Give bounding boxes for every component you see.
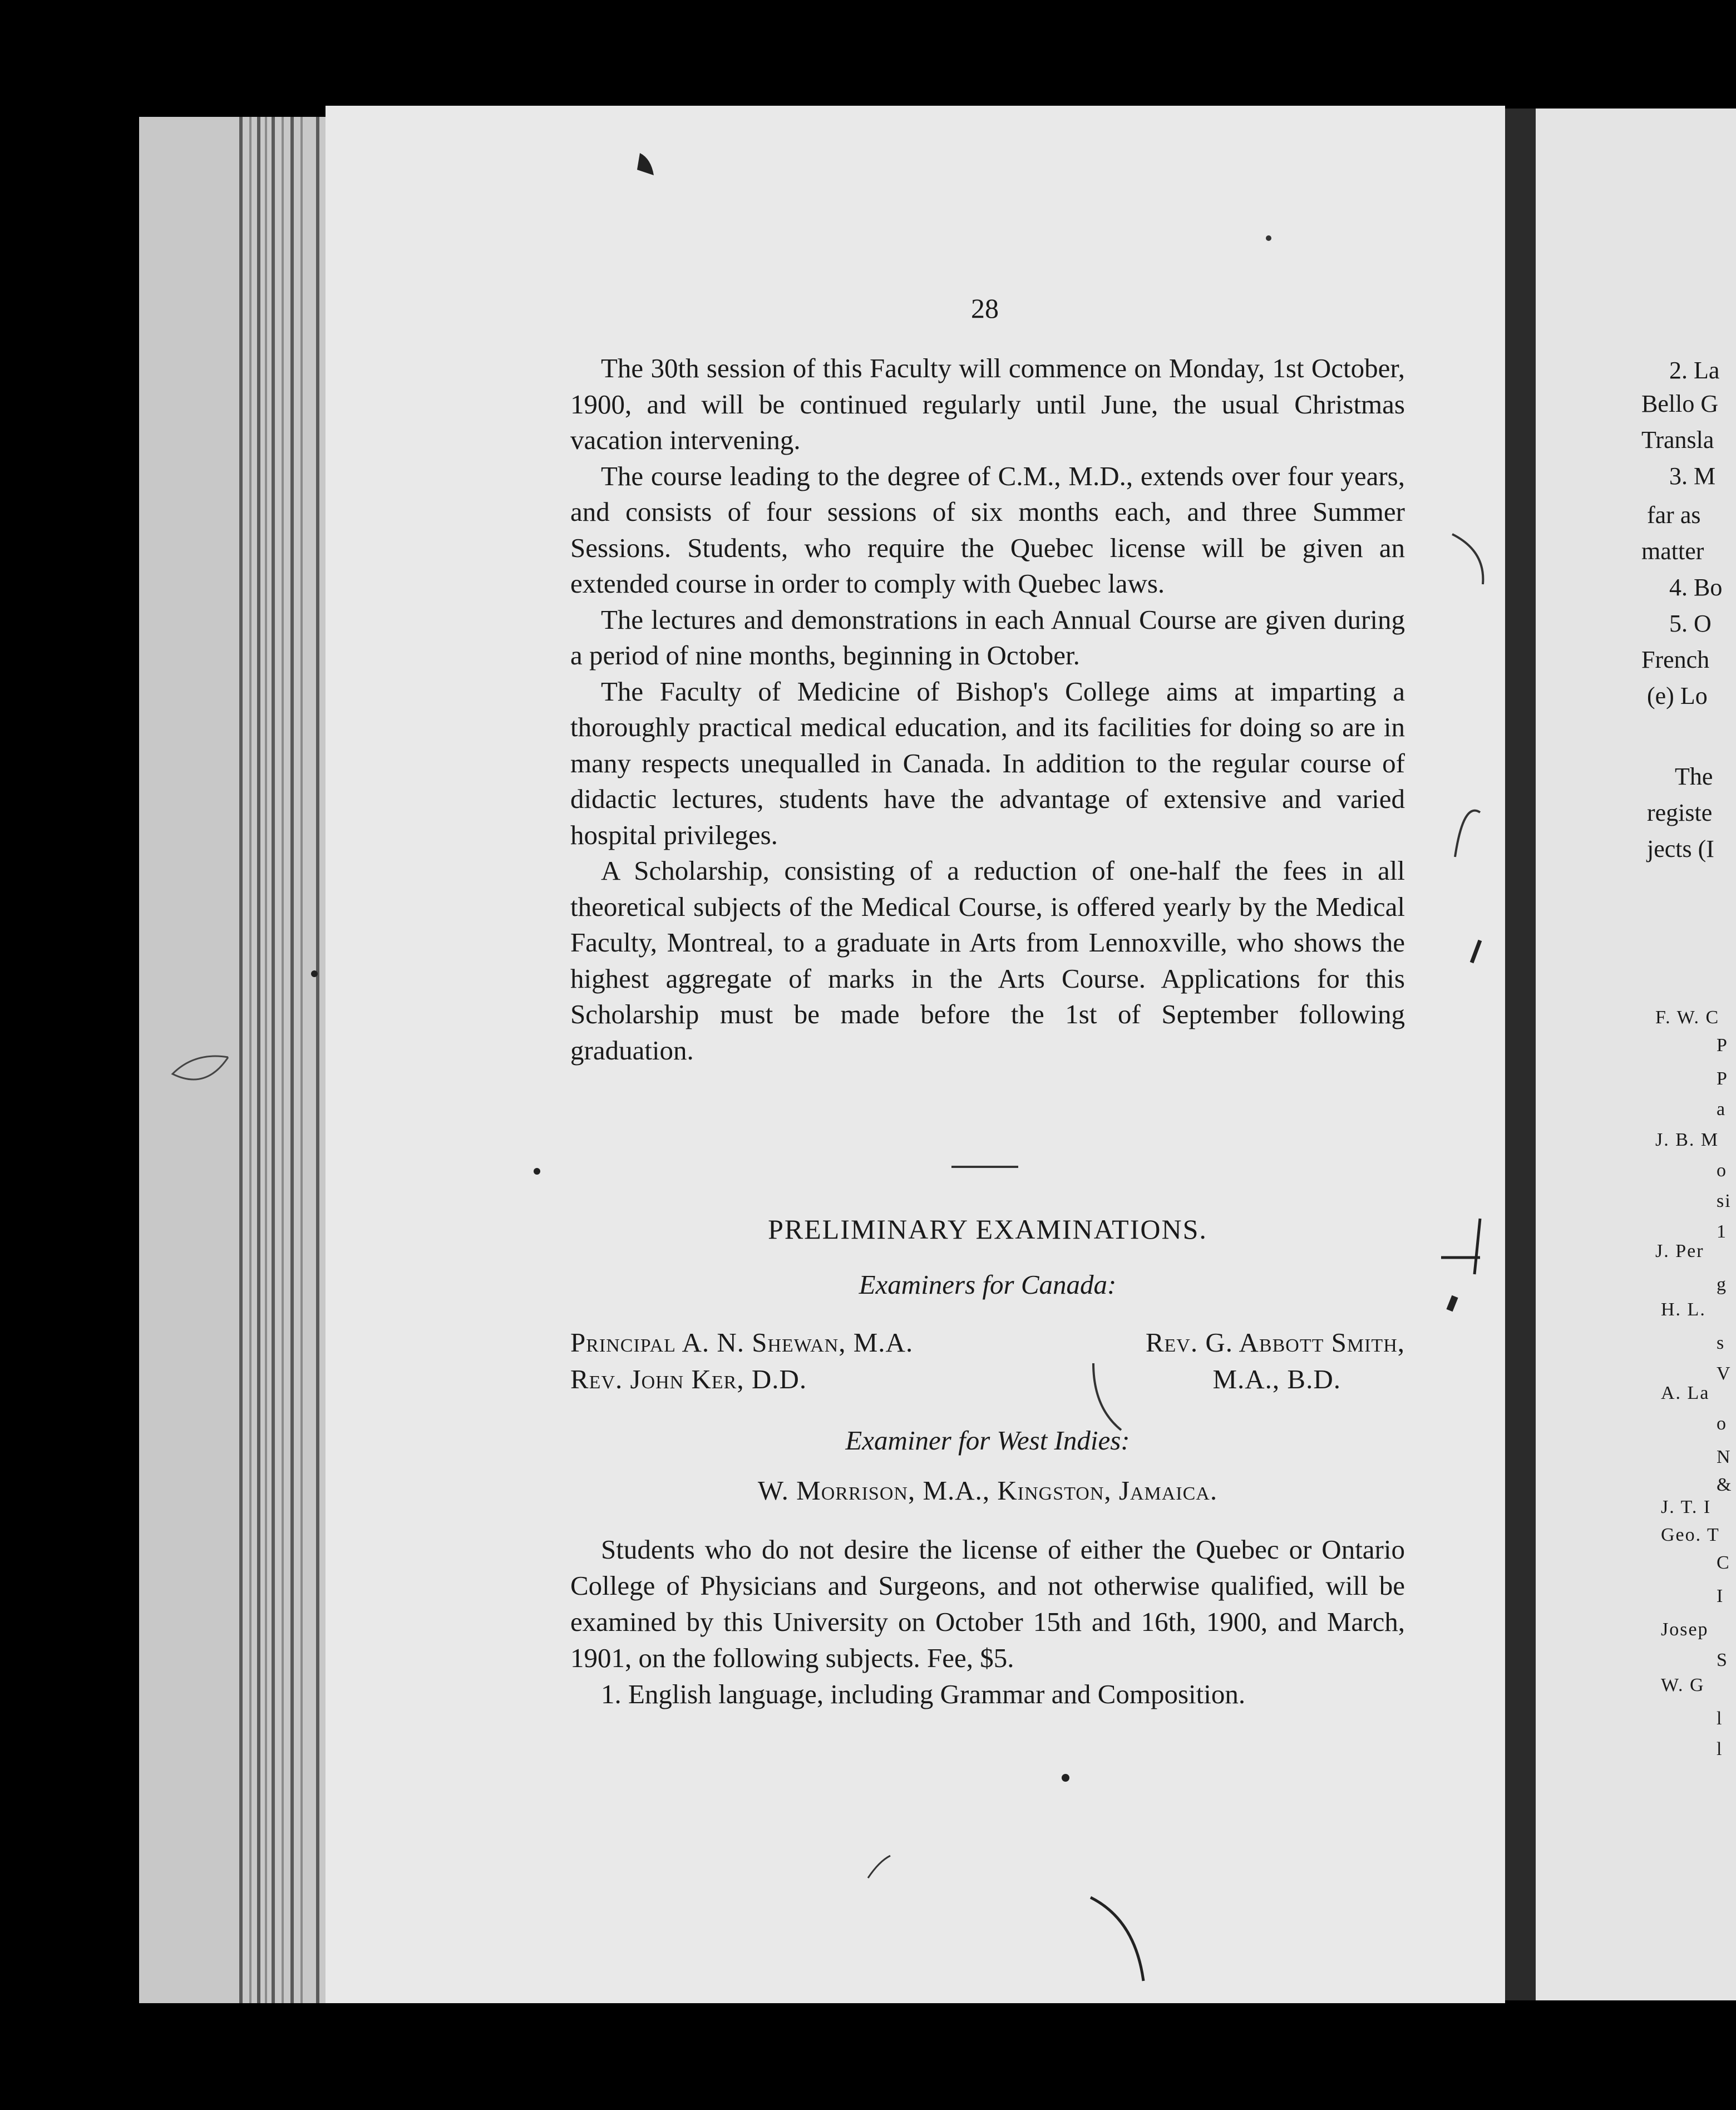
paragraph-scholarship: A Scholarship, consisting of a reduction of one-half the fees in all theoretical subjects of the Medical Course, is offered yearly by the Medical Faculty, Montreal, to a graduate in Arts from Lennoxville, who shows the highest aggregate of marks in the Arts Course. Applications for this Scholarship must be made before the 1st of September following graduation. (570, 855, 1405, 1066)
facing-page-fragment: V (1717, 1363, 1732, 1384)
facing-page-fragment: A. La (1661, 1383, 1710, 1403)
facing-page-fragment: The (1675, 763, 1713, 790)
facing-page-fragment: (e) Lo (1647, 682, 1708, 709)
facing-page-fragment: 1 (1717, 1221, 1727, 1242)
examiner-ker: Rev. John Ker, D.D. (570, 1364, 807, 1394)
facing-page-fragment: French (1641, 646, 1710, 673)
paragraph-lectures: The lectures and demonstrations in each Annual Course are given during a period of nine months, beginning in October. (570, 604, 1405, 671)
facing-page-fragment: l (1717, 1739, 1723, 1759)
facing-page-fragment: P (1717, 1068, 1728, 1089)
examiner-shewan: Principal A. N. Shewan, M.A. (570, 1327, 914, 1358)
facing-page-fragment: J. Per (1655, 1241, 1704, 1261)
page-stack-edge (139, 117, 328, 2003)
facing-page-fragment: 3. M (1669, 462, 1716, 490)
facing-page-fragment: C (1717, 1552, 1730, 1573)
facing-page-fragment: Transla (1641, 426, 1714, 453)
facing-page-fragment: & (1717, 1475, 1733, 1495)
facing-page-fragment: S (1717, 1650, 1728, 1670)
facing-page-fragment: J. T. I (1661, 1497, 1712, 1517)
examiner-smith: Rev. G. Abbott Smith, (1145, 1327, 1405, 1358)
book-gutter (1505, 109, 1536, 2000)
canada-examiners-right (1077, 1324, 1405, 1398)
facing-page-fragment: F. W. C (1655, 1007, 1720, 1028)
facing-page-fragment: o (1717, 1160, 1727, 1181)
exam-text (570, 1531, 1405, 1712)
exam-paragraph: Students who do not desire the license of either the Quebec or Ontario College of Physicians and Surgeons, and not otherwise qualified, will be examined by this University on October 15th and 16th, 1900, and March, 1901, on the following subjects. Fee, $5. (570, 1534, 1405, 1673)
facing-page-fragment: o (1717, 1413, 1727, 1434)
facing-page-fragment: s (1717, 1333, 1725, 1353)
west-indies-heading: Examiner for West Indies: (845, 1425, 1130, 1456)
section-divider (951, 1166, 1018, 1168)
facing-page-fragment: si (1717, 1191, 1732, 1211)
facing-page-fragment: Geo. T (1661, 1525, 1720, 1545)
facing-page-fragment: P (1717, 1035, 1728, 1056)
page-number: 28 (971, 293, 999, 324)
facing-page-fragment: Josep (1661, 1619, 1709, 1640)
facing-page-fragment: registe (1647, 799, 1713, 826)
facing-page-fragment: Bello G (1641, 390, 1719, 417)
facing-page-fragment: far as (1647, 501, 1701, 529)
section-title: PRELIMINARY EXAMINATIONS. (768, 1214, 1207, 1245)
paragraph-session: The 30th session of this Faculty will commence on Monday, 1st October, 1900, and will be continued regularly until June, the usual Christmas vacation intervening. (570, 353, 1405, 455)
canada-examiners-heading: Examiners for Canada: (859, 1269, 1117, 1300)
facing-page-fragment: H. L. (1661, 1299, 1706, 1320)
facing-page-fragment: g (1717, 1274, 1727, 1295)
text-column (570, 351, 1405, 1068)
west-indies-examiner: W. Morrison, M.A., Kingston, Jamaica. (757, 1475, 1218, 1506)
facing-page-fragment: jects (I (1647, 835, 1714, 862)
exam-item-1: 1. English language, including Grammar and Composition. (601, 1679, 1246, 1709)
facing-page-fragment: 4. Bo (1669, 574, 1723, 601)
facing-page-fragment: 2. La (1669, 357, 1720, 384)
paragraph-course: The course leading to the degree of C.M., M.D., extends over four years, and consists of four sessions of six months each, and three Summer Sessions. Students, who require the Quebec license will be given an extended course in order to comply with Quebec laws. (570, 460, 1405, 599)
facing-page-fragment: J. B. M (1655, 1130, 1719, 1150)
facing-page-fragment: a (1717, 1099, 1727, 1120)
facing-page-fragment: N (1717, 1447, 1732, 1467)
facing-page-fragment: l (1717, 1708, 1723, 1729)
canada-examiners-left (570, 1324, 913, 1398)
facing-page-fragment: 5. O (1669, 610, 1712, 637)
facing-page-fragment: I (1717, 1586, 1724, 1606)
paragraph-faculty: The Faculty of Medicine of Bishop's College aims at imparting a thoroughly practical medical education, and its facilities for doing so are in many respects unequalled in Canada. In addition to the regular course of didactic lectures, students have the advantage of extensive and varied hospital privileges. (570, 676, 1405, 850)
facing-page-fragment: matter (1641, 538, 1704, 565)
facing-page-fragment: W. G (1661, 1675, 1705, 1695)
examiner-smith-degrees: M.A., B.D. (1212, 1364, 1341, 1394)
